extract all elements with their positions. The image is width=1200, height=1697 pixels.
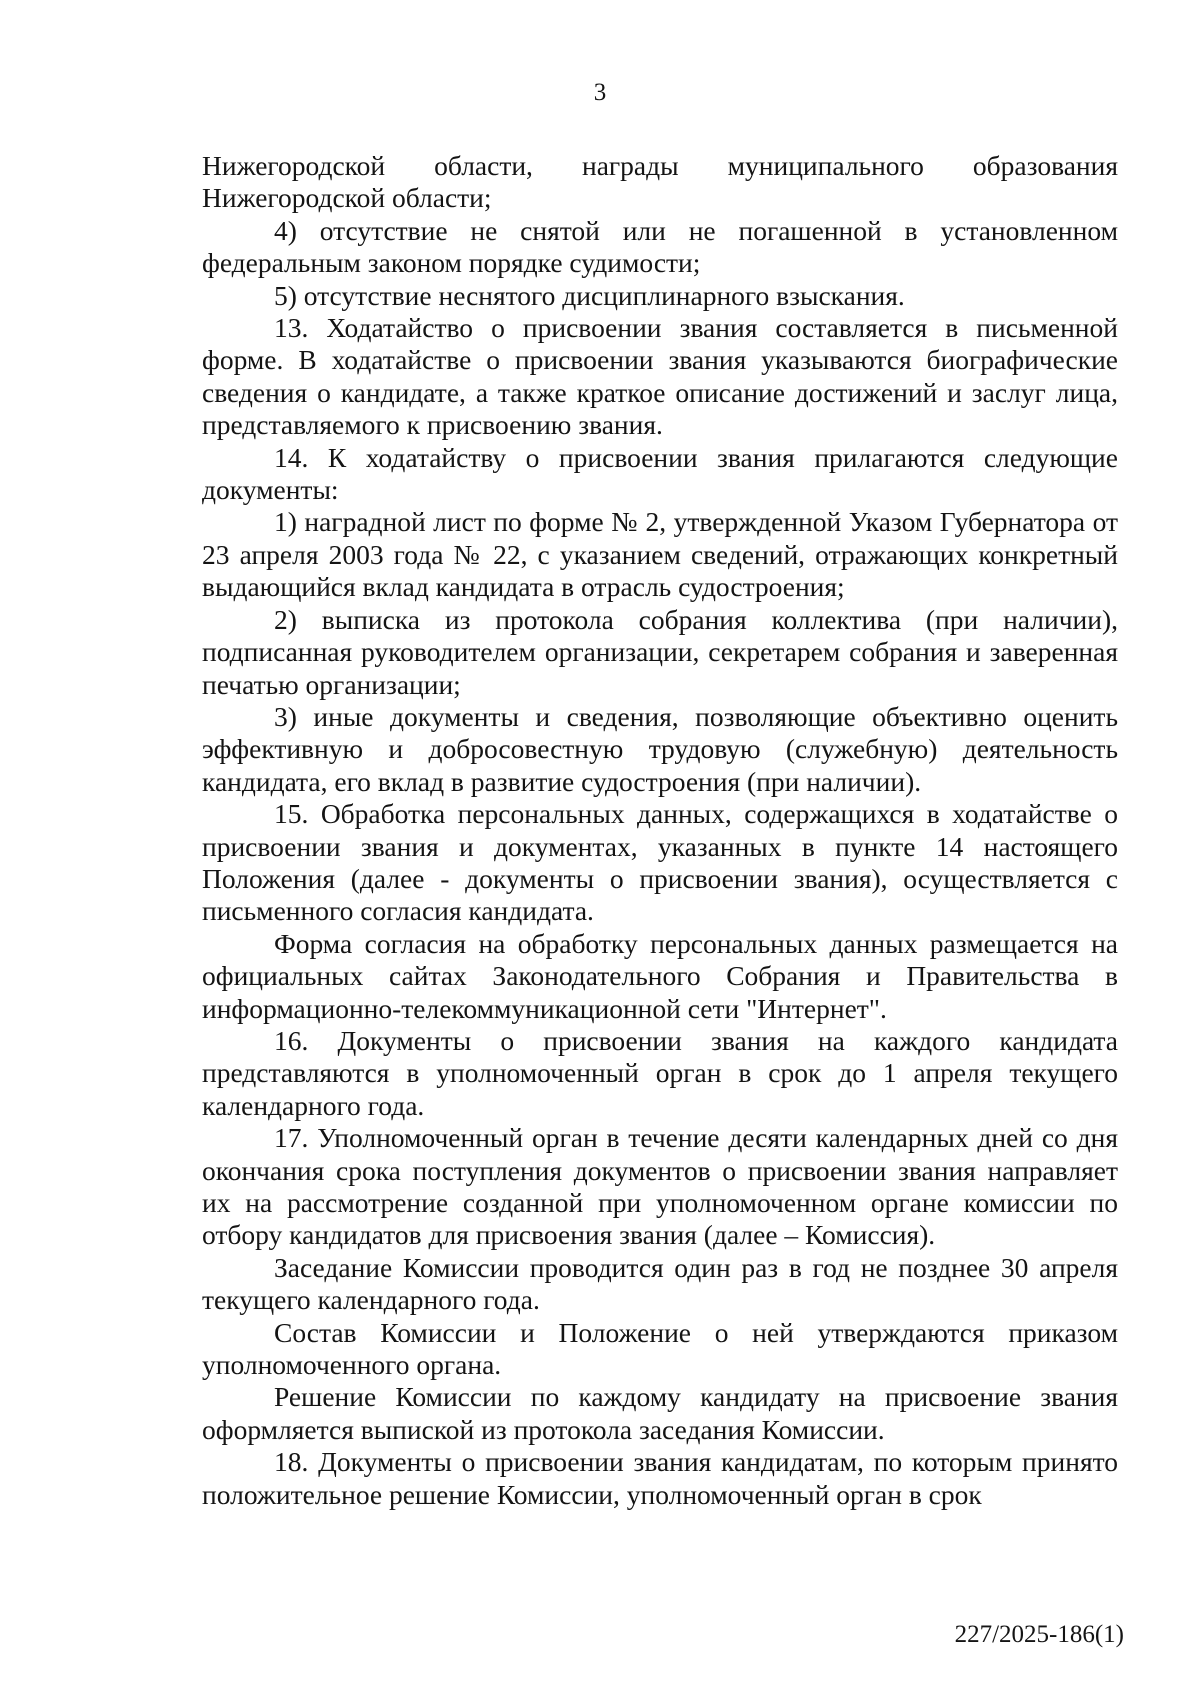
paragraph-consent-form: Форма согласия на обработку персональных данных размещается на официальных сайтах Законодательного Собрания и Правительства в информационно-телекоммуникационной сети "Интернет". xyxy=(202,927,1118,1024)
paragraph-clause-18: 18. Документы о присвоении звания кандидатам, по которым принято положительное решение Комиссии, уполномоченный орган в срок xyxy=(202,1446,1118,1510)
paragraph-commission-composition: Состав Комиссии и Положение о ней утверждаются приказом уполномоченного органа. xyxy=(202,1316,1118,1381)
paragraph-continuation: Нижегородской области, награды муниципального образования Нижегородской области; xyxy=(202,150,1118,214)
paragraph-clause-15: 15. Обработка персональных данных, содержащихся в ходатайстве о присвоении звания и документах, указанных в пункте 14 настоящего Положения (далее - документы о присвоении звания), осуществляется с письменного согласия кандидата. xyxy=(202,798,1118,927)
paragraph-clause-16: 16. Документы о присвоении звания на каждого кандидата представляются в уполномоченный орган в срок до 1 апреля текущего календарного года. xyxy=(202,1024,1118,1121)
paragraph-item-5: 5) отсутствие неснятого дисциплинарного взыскания. xyxy=(274,279,905,311)
paragraph-clause-13: 13. Ходатайство о присвоении звания составляется в письменной форме. В ходатайстве о присвоении звания указываются биографические сведения о кандидате, а также краткое описание достижений и заслуг лица, представляемого к присвоению звания. xyxy=(202,312,1118,441)
paragraph-clause-14-item-1: 1) наградной лист по форме № 2, утвержденной Указом Губернатора от 23 апреля 2003 года № 22, с указанием сведений, отражающих конкретный выдающийся вклад кандидата в отрасль судостроения; xyxy=(202,506,1118,603)
document-reference-code: 227/2025-186(1) xyxy=(954,1621,1124,1648)
paragraph-clause-14-item-2: 2) выписка из протокола собрания коллектива (при наличии), подписанная руководителем организации, секретарем собрания и заверенная печатью организации; xyxy=(202,603,1118,700)
paragraph-item-4: 4) отсутствие не снятой или не погашенной в установленном федеральным законом порядке судимости; xyxy=(202,214,1118,279)
paragraph-clause-14: 14. К ходатайству о присвоении звания прилагаются следующие документы: xyxy=(202,441,1118,506)
paragraph-commission-decision: Решение Комиссии по каждому кандидату на присвоение звания оформляется выпиской из протокола заседания Комиссии. xyxy=(202,1381,1118,1445)
paragraph-clause-14-item-3: 3) иные документы и сведения, позволяющие объективно оценить эффективную и добросовестную трудовую (служебную) деятельность кандидата, его вклад в развитие судостроения (при наличии). xyxy=(202,700,1118,797)
paragraph-clause-17: 17. Уполномоченный орган в течение десяти календарных дней со дня окончания срока поступления документов о присвоении звания направляет их на рассмотрение созданной при уполномоченном органе комиссии по отбору кандидатов для присвоения звания (далее – Комиссия). xyxy=(202,1122,1118,1251)
document-body xyxy=(202,150,1118,1511)
paragraph-commission-meeting: Заседание Комиссии проводится один раз в год не позднее 30 апреля текущего календарного года. xyxy=(202,1251,1118,1316)
page-number: 3 xyxy=(593,79,607,106)
